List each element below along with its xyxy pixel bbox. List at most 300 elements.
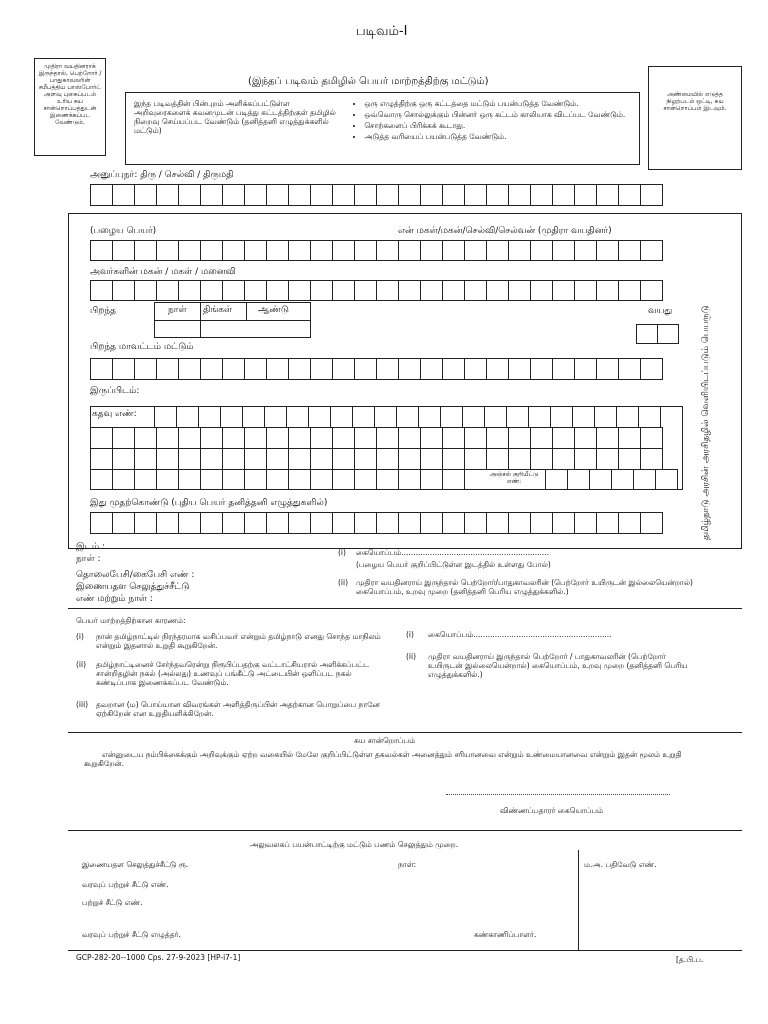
instruction-left: இந்த படிவத்தின் பின்புறம் அளிக்கப்பட்டுள்ள அறிவுரைகளைக் கவனமுடன் படித்து கட்டத்திற்குள் தமிழில் நிறைவு செய்யப்பட வேண்டும் (தனித்தனி எழுத்துக்களில் மட்டும்) (134, 99, 336, 135)
letter-cell[interactable] (266, 512, 289, 534)
letter-cell[interactable] (574, 358, 597, 380)
letter-cell[interactable] (420, 358, 443, 380)
letter-cell[interactable] (574, 184, 597, 206)
letter-cell[interactable] (640, 358, 663, 380)
letter-cell[interactable] (552, 280, 575, 301)
letter-cell[interactable] (244, 358, 267, 380)
letter-cell[interactable] (134, 427, 157, 449)
letter-cell[interactable] (156, 448, 179, 470)
letter-cell[interactable] (633, 469, 656, 490)
letter-cell[interactable] (222, 240, 245, 261)
letter-cell[interactable] (354, 512, 377, 534)
letter-cell[interactable] (266, 358, 289, 380)
reason-sig-num: (i) (406, 630, 414, 639)
letter-cell[interactable] (90, 240, 113, 261)
letter-cell[interactable] (398, 448, 421, 470)
letter-cell[interactable] (90, 427, 113, 449)
letter-cell[interactable] (508, 184, 531, 206)
letter-cell[interactable] (222, 427, 245, 449)
letter-cell[interactable] (266, 427, 289, 449)
letter-cell[interactable] (420, 427, 443, 449)
letter-cell[interactable] (178, 448, 201, 470)
letter-cell[interactable] (310, 240, 333, 261)
sig1-num: (i) (338, 548, 346, 557)
letter-cell[interactable] (374, 406, 397, 428)
letter-cell[interactable] (288, 358, 311, 380)
sig2-num: (ii) (338, 578, 349, 587)
letter-cell[interactable] (655, 469, 678, 490)
letter-cell[interactable] (200, 469, 223, 490)
address-row-1[interactable] (154, 406, 660, 428)
office-date: நாள்: (398, 860, 417, 869)
month-label: திங்கள் (203, 305, 233, 315)
letter-cell[interactable] (332, 512, 355, 534)
letter-cell[interactable] (376, 469, 399, 490)
letter-cell[interactable] (178, 240, 201, 261)
office-reg: ம.அ. பதிவேடு எண். (584, 860, 657, 869)
letter-cell[interactable] (90, 448, 113, 470)
letter-cell[interactable] (574, 280, 597, 301)
reason-text: தமிழ்நாட்டினைச் சேர்ந்தவரென்று நிரூபிப்பதற்கு வட்டாட்சியரால் அளிக்கப்பட்ட சான்றிதழின் நகல் (அல்லது) உணவுப் பங்கீட்டு அட்டையின் ஒளிப்பட நகல் கண்டிப்பாக இணைக்கப்பட வேண்டும். (96, 660, 370, 687)
letter-cell[interactable] (176, 406, 199, 428)
letter-cell[interactable] (134, 280, 157, 301)
reason-note-num: (ii) (406, 652, 417, 661)
letter-cell[interactable] (266, 184, 289, 206)
letter-cell[interactable] (398, 427, 421, 449)
letter-cell[interactable] (354, 469, 377, 490)
letter-cell[interactable] (200, 427, 223, 449)
letter-cell[interactable] (354, 448, 377, 470)
letter-cell[interactable] (222, 358, 245, 380)
vertical-gazette-text: தமிழ்நாடு அரசின் அரசிதழில் வெளியிடப்படும் பெயருடு (701, 305, 711, 540)
letter-cell[interactable] (486, 448, 509, 470)
sig1-note: (பழைய பெயர் குறிப்பிட்டுள்ள இடத்தில் உள்ளது போல்) (356, 560, 551, 569)
reason-note-text: முதிரா வயதினராய் இருந்தால் பெற்றோர் / பாதுகாவலரின் (பெற்றோர் உயிருடன் இல்லையென்றால்) கையொப்பம், உறவு முறை (தனித்தனி பெரிய எழுத்துக்களில்.) (428, 652, 688, 679)
letter-cell[interactable] (442, 358, 465, 380)
letter-cell[interactable] (442, 512, 465, 534)
instruction-item: • சொற்களைப் பிரிக்கக் கூடாது. (364, 121, 631, 130)
letter-cell[interactable] (596, 184, 619, 206)
letter-cell[interactable] (589, 469, 612, 490)
letter-cell[interactable] (310, 469, 333, 490)
letter-cell[interactable] (657, 324, 679, 344)
letter-cell[interactable] (484, 406, 507, 428)
applicant-sig-label: விண்ணப்பதாரர் கையொப்பம் (500, 806, 604, 815)
letter-cell[interactable] (596, 512, 619, 534)
relation-label: என் மகள்/மகன்/செல்வி/செல்வன் (முதிரா வயதினர்) (398, 226, 612, 236)
instruction-item: • அடுத்த வரியைப் பயன்படுத்த வேண்டும். (364, 132, 631, 141)
letter-cell[interactable] (222, 512, 245, 534)
letter-cell[interactable] (508, 358, 531, 380)
place-label: இடம் : (76, 542, 106, 552)
letter-cell[interactable] (530, 280, 553, 301)
instruction-item: • ஒரு எழுத்திற்கு ஒரு கட்டத்தை மட்டும் பயன்படுத்த வேண்டும். (364, 99, 631, 108)
letter-cell[interactable] (596, 358, 619, 380)
pincode-cells[interactable] (545, 469, 677, 490)
letter-cell[interactable] (398, 240, 421, 261)
letter-cell[interactable] (464, 280, 487, 301)
district-label: பிறந்த மாவட்டம் மட்டும் (90, 342, 194, 352)
letter-cell[interactable] (618, 427, 641, 449)
sender-name-cells[interactable] (90, 184, 662, 206)
letter-cell[interactable] (442, 469, 465, 490)
letter-cell[interactable] (530, 512, 553, 534)
age-cells[interactable] (636, 324, 678, 344)
letter-cell[interactable] (332, 448, 355, 470)
letter-cell[interactable] (156, 184, 179, 206)
letter-cell[interactable] (112, 469, 135, 490)
letter-cell[interactable] (332, 184, 355, 206)
letter-cell[interactable] (636, 324, 658, 344)
letter-cell[interactable] (596, 448, 619, 470)
address-row-4[interactable] (90, 469, 464, 490)
letter-cell[interactable] (354, 184, 377, 206)
letter-cell[interactable] (618, 240, 641, 261)
self-heading: சுய சான்றொப்பம் (354, 736, 416, 745)
letter-cell[interactable] (442, 427, 465, 449)
letter-cell[interactable] (156, 358, 179, 380)
letter-cell[interactable] (156, 469, 179, 490)
letter-cell[interactable] (418, 406, 441, 428)
letter-cell[interactable] (354, 358, 377, 380)
letter-cell[interactable] (508, 512, 531, 534)
letter-cell[interactable] (288, 240, 311, 261)
letter-cell[interactable] (462, 406, 485, 428)
letter-cell[interactable] (376, 280, 399, 301)
letter-cell[interactable] (552, 427, 575, 449)
sig1-line[interactable]: கையொப்பம்.............................................................. (356, 548, 550, 557)
letter-cell[interactable] (266, 469, 289, 490)
letter-cell[interactable] (156, 427, 179, 449)
letter-cell[interactable] (134, 448, 157, 470)
letter-cell[interactable] (178, 469, 201, 490)
letter-cell[interactable] (464, 427, 487, 449)
letter-cell[interactable] (244, 280, 267, 301)
district-cells[interactable] (90, 358, 662, 380)
letter-cell[interactable] (398, 512, 421, 534)
letter-cell[interactable] (310, 448, 333, 470)
reason-num: (ii) (76, 660, 87, 669)
letter-cell[interactable] (640, 427, 663, 449)
letter-cell[interactable] (464, 448, 487, 470)
reason-text: நான் தமிழ்நாட்டில் நிரந்தரமாக வசிப்பவர் என்றும் தமிழ்நாடு எனது சொந்த மாநிலம் என்றும் இதனால் உறுதி கூறுகிறேன். (96, 632, 381, 650)
letter-cell[interactable] (330, 406, 353, 428)
office-receipt-no: வரவுப் பற்றுச் சீட்டு எண். (82, 880, 169, 889)
letter-cell[interactable] (552, 184, 575, 206)
letter-cell[interactable] (640, 184, 663, 206)
letter-cell[interactable] (154, 406, 177, 428)
letter-cell[interactable] (288, 427, 311, 449)
letter-cell[interactable] (530, 448, 553, 470)
instructions-box (125, 92, 640, 165)
letter-cell[interactable] (112, 358, 135, 380)
form-subtitle: (இந்தப் படிவம் தமிழில் பெயர் மாற்றத்திற்கு மட்டும்) (248, 76, 489, 87)
letter-cell[interactable] (134, 512, 157, 534)
letter-cell[interactable] (530, 427, 553, 449)
letter-cell[interactable] (376, 448, 399, 470)
photo-box: அண்மையில் எடுத்த நிழற்படம் ஒட்டி, சுய சான்றொப்பம் இடவும். (648, 66, 742, 170)
letter-cell[interactable] (288, 448, 311, 470)
letter-cell[interactable] (464, 358, 487, 380)
letter-cell[interactable] (618, 448, 641, 470)
letter-cell[interactable] (242, 406, 265, 428)
letter-cell[interactable] (442, 184, 465, 206)
letter-cell[interactable] (506, 406, 529, 428)
letter-cell[interactable] (288, 280, 311, 301)
new-name-label: இது முதற்கொண்டு (புதிய பெயர் தனித்தனி எழுத்துகளில்) (90, 498, 328, 508)
letter-cell[interactable] (90, 280, 113, 301)
letter-cell[interactable] (266, 280, 289, 301)
letter-cell[interactable] (486, 358, 509, 380)
address-row-2[interactable] (90, 427, 662, 449)
letter-cell[interactable] (332, 469, 355, 490)
letter-cell[interactable] (310, 184, 333, 206)
parent-label: அவர்களின் மகன் / மகள் / மனைவி (90, 267, 236, 277)
letter-cell[interactable] (288, 512, 311, 534)
letter-cell[interactable] (442, 280, 465, 301)
letter-cell[interactable] (398, 280, 421, 301)
office-heading: அலுவலகப் பயன்பாட்டிற்கு மட்டும் பணம் செலுத்தும் முறை. (250, 840, 459, 849)
reason-sig-line[interactable]: கையொப்பம்.......................................................... (428, 630, 612, 639)
letter-cell[interactable] (266, 448, 289, 470)
age-label: வயது (648, 306, 673, 316)
letter-cell[interactable] (90, 469, 113, 490)
letter-cell[interactable] (288, 184, 311, 206)
form-title: படிவம்-I (356, 24, 408, 39)
office-supervisor: கண்காணிப்பாளர். (474, 930, 537, 939)
letter-cell[interactable] (376, 427, 399, 449)
day-label: நாள் (168, 305, 187, 315)
letter-cell[interactable] (134, 469, 157, 490)
letter-cell[interactable] (310, 512, 333, 534)
letter-cell[interactable] (396, 406, 419, 428)
letter-cell[interactable] (112, 280, 135, 301)
letter-cell[interactable] (376, 512, 399, 534)
footer-code: GCP-282-20--1000 Cps. 27-9-2023 [HP-i7-1] (76, 953, 241, 962)
letter-cell[interactable] (112, 512, 135, 534)
letter-cell[interactable] (545, 469, 568, 490)
self-text: என்னுடைய நம்பிக்கைக்கும் அறிவுக்கும் ஏற்ற வகையில் மேலே குறிப்பிட்டுள்ள தகவல்கள் அனைத்தும் சரியானவை என்றும் உண்மையானவை என்றும் இதன் மூலம் உறுதி கூறுகிறேன். (84, 750, 682, 768)
letter-cell[interactable] (134, 240, 157, 261)
letter-cell[interactable] (567, 469, 590, 490)
letter-cell[interactable] (200, 240, 223, 261)
instruction-item: • ஒவ்வொரு சொல்லுக்கும் பின்னர் ஒரு கட்டம் காலியாக விடப்பட வேண்டும். (364, 110, 631, 119)
sig2-text: முதிரா வயதினராய் இருந்தால் பெற்றோர்/பாதுகாவலரின் (பெற்றோர் உயிருடன் இல்லையென்றால்) கையொப்பம், உறவு முறை (தனித்தனி பெரிய எழுத்துக்களில்.) (356, 578, 693, 596)
letter-cell[interactable] (530, 240, 553, 261)
letter-cell[interactable] (616, 406, 639, 428)
instruction-list (352, 99, 631, 143)
letter-cell[interactable] (420, 448, 443, 470)
letter-cell[interactable] (156, 280, 179, 301)
letter-cell[interactable] (574, 512, 597, 534)
letter-cell[interactable] (90, 358, 113, 380)
receipt-label-2: எண் மற்றும் நாள் : (76, 594, 153, 604)
pincode-label: அஞ்சல் குறியீட்டு எண்: (489, 471, 539, 485)
letter-cell[interactable] (308, 406, 331, 428)
reason-text: தவறான (ம) பொய்யான விவரங்கள் அளித்திருப்பின் அதற்கான பொறுப்பை நானே ஏற்கிறேன் என உறுதியளிக்கிறேன். (96, 700, 380, 718)
letter-cell[interactable] (112, 184, 135, 206)
letter-cell[interactable] (618, 184, 641, 206)
letter-cell[interactable] (244, 240, 267, 261)
letter-cell[interactable] (112, 240, 135, 261)
old-name-cells[interactable] (90, 240, 662, 261)
letter-cell[interactable] (310, 427, 333, 449)
letter-cell[interactable] (286, 406, 309, 428)
parent-name-cells[interactable] (90, 280, 662, 301)
letter-cell[interactable] (596, 280, 619, 301)
letter-cell[interactable] (244, 184, 267, 206)
letter-cell[interactable] (550, 406, 573, 428)
letter-cell[interactable] (200, 280, 223, 301)
letter-cell[interactable] (200, 512, 223, 534)
letter-cell[interactable] (310, 358, 333, 380)
letter-cell[interactable] (596, 240, 619, 261)
letter-cell[interactable] (90, 512, 113, 534)
letter-cell[interactable] (332, 240, 355, 261)
letter-cell[interactable] (222, 469, 245, 490)
letter-cell[interactable] (640, 280, 663, 301)
letter-cell[interactable] (486, 240, 509, 261)
letter-cell[interactable] (486, 184, 509, 206)
letter-cell[interactable] (530, 358, 553, 380)
letter-cell[interactable] (486, 427, 509, 449)
letter-cell[interactable] (594, 406, 617, 428)
letter-cell[interactable] (420, 240, 443, 261)
letter-cell[interactable] (552, 448, 575, 470)
letter-cell[interactable] (618, 358, 641, 380)
letter-cell[interactable] (552, 512, 575, 534)
address-row-3[interactable] (90, 448, 662, 470)
letter-cell[interactable] (618, 280, 641, 301)
letter-cell[interactable] (420, 184, 443, 206)
letter-cell[interactable] (332, 427, 355, 449)
letter-cell[interactable] (354, 427, 377, 449)
letter-cell[interactable] (574, 448, 597, 470)
letter-cell[interactable] (288, 469, 311, 490)
letter-cell[interactable] (200, 448, 223, 470)
letter-cell[interactable] (264, 406, 287, 428)
reason-num: (iii) (76, 700, 89, 709)
letter-cell[interactable] (222, 184, 245, 206)
footer-tag: [த.பி.ப. (676, 955, 704, 964)
letter-cell[interactable] (244, 469, 267, 490)
letter-cell[interactable] (222, 448, 245, 470)
letter-cell[interactable] (398, 184, 421, 206)
letter-cell[interactable] (486, 512, 509, 534)
letter-cell[interactable] (464, 512, 487, 534)
receipt-label: இணையதள செலுத்துச்சீட்டு (76, 582, 190, 592)
letter-cell[interactable] (508, 427, 531, 449)
letter-cell[interactable] (332, 358, 355, 380)
letter-cell[interactable] (178, 184, 201, 206)
letter-cell[interactable] (611, 469, 634, 490)
letter-cell[interactable] (420, 512, 443, 534)
door-no-label: கதவு எண்: (92, 409, 137, 419)
letter-cell[interactable] (200, 358, 223, 380)
letter-cell[interactable] (178, 358, 201, 380)
letter-cell[interactable] (508, 280, 531, 301)
sender-label: அனுப்புநர்: திரு / செல்வி / திருமதி (90, 170, 234, 180)
letter-cell[interactable] (640, 240, 663, 261)
letter-cell[interactable] (376, 184, 399, 206)
letter-cell[interactable] (420, 469, 443, 490)
letter-cell[interactable] (442, 448, 465, 470)
letter-cell[interactable] (398, 358, 421, 380)
letter-cell[interactable] (244, 512, 267, 534)
left-photo-note: முதிரா வயதினராக் இருந்தால், பெற்றோர் / பாதுகாவலரின் சமீபத்திய பாஸ்போர்ட் அளவு புகைப்படம் உரிய சுய சான்றொப்பத்துடன் இணைக்கப்பட வேண்டும். (34, 58, 106, 156)
old-name-label: (பழைய பெயர்) (90, 226, 157, 236)
letter-cell[interactable] (220, 406, 243, 428)
letter-cell[interactable] (332, 280, 355, 301)
letter-cell[interactable] (398, 469, 421, 490)
letter-cell[interactable] (354, 240, 377, 261)
letter-cell[interactable] (352, 406, 375, 428)
letter-cell[interactable] (354, 280, 377, 301)
letter-cell[interactable] (376, 358, 399, 380)
letter-cell[interactable] (572, 406, 595, 428)
letter-cell[interactable] (552, 358, 575, 380)
letter-cell[interactable] (198, 406, 221, 428)
address-label: இருப்பிடம்: (90, 386, 140, 396)
letter-cell[interactable] (464, 184, 487, 206)
letter-cell[interactable] (574, 240, 597, 261)
letter-cell[interactable] (178, 512, 201, 534)
letter-cell[interactable] (508, 448, 531, 470)
letter-cell[interactable] (156, 512, 179, 534)
reasons-heading: பெயர் மாற்றத்திற்கான காரணம்: (76, 616, 186, 625)
letter-cell[interactable] (376, 240, 399, 261)
letter-cell[interactable] (508, 240, 531, 261)
letter-cell[interactable] (618, 512, 641, 534)
phone-label: தொலைபேசி/கைபேசி எண் : (76, 570, 195, 580)
letter-cell[interactable] (266, 240, 289, 261)
letter-cell[interactable] (596, 427, 619, 449)
letter-cell[interactable] (420, 280, 443, 301)
letter-cell[interactable] (440, 406, 463, 428)
letter-cell[interactable] (640, 448, 663, 470)
letter-cell[interactable] (442, 240, 465, 261)
letter-cell[interactable] (134, 184, 157, 206)
letter-cell[interactable] (486, 280, 509, 301)
reason-num: (i) (76, 632, 84, 641)
letter-cell[interactable] (200, 184, 223, 206)
letter-cell[interactable] (464, 240, 487, 261)
letter-cell[interactable] (112, 448, 135, 470)
letter-cell[interactable] (528, 406, 551, 428)
letter-cell[interactable] (574, 427, 597, 449)
birth-label: பிறந்த (90, 306, 116, 316)
applicant-sig-line[interactable] (446, 794, 670, 795)
letter-cell[interactable] (178, 280, 201, 301)
letter-cell[interactable] (638, 406, 661, 428)
letter-cell[interactable] (222, 280, 245, 301)
office-online: இணையதள செலுத்துச்சீட்டு ரூ. (82, 860, 189, 869)
letter-cell[interactable] (178, 427, 201, 449)
office-writer: வரவுப் பற்றுச் சீட்டு எழுத்தர். (82, 930, 181, 939)
letter-cell[interactable] (244, 427, 267, 449)
letter-cell[interactable] (552, 240, 575, 261)
letter-cell[interactable] (640, 512, 663, 534)
letter-cell[interactable] (90, 184, 113, 206)
letter-cell[interactable] (310, 280, 333, 301)
letter-cell[interactable] (156, 240, 179, 261)
letter-cell[interactable] (244, 448, 267, 470)
letter-cell[interactable] (112, 427, 135, 449)
new-name-cells[interactable] (90, 512, 662, 534)
letter-cell[interactable] (134, 358, 157, 380)
letter-cell[interactable] (530, 184, 553, 206)
year-label: ஆண்டு (258, 305, 289, 315)
